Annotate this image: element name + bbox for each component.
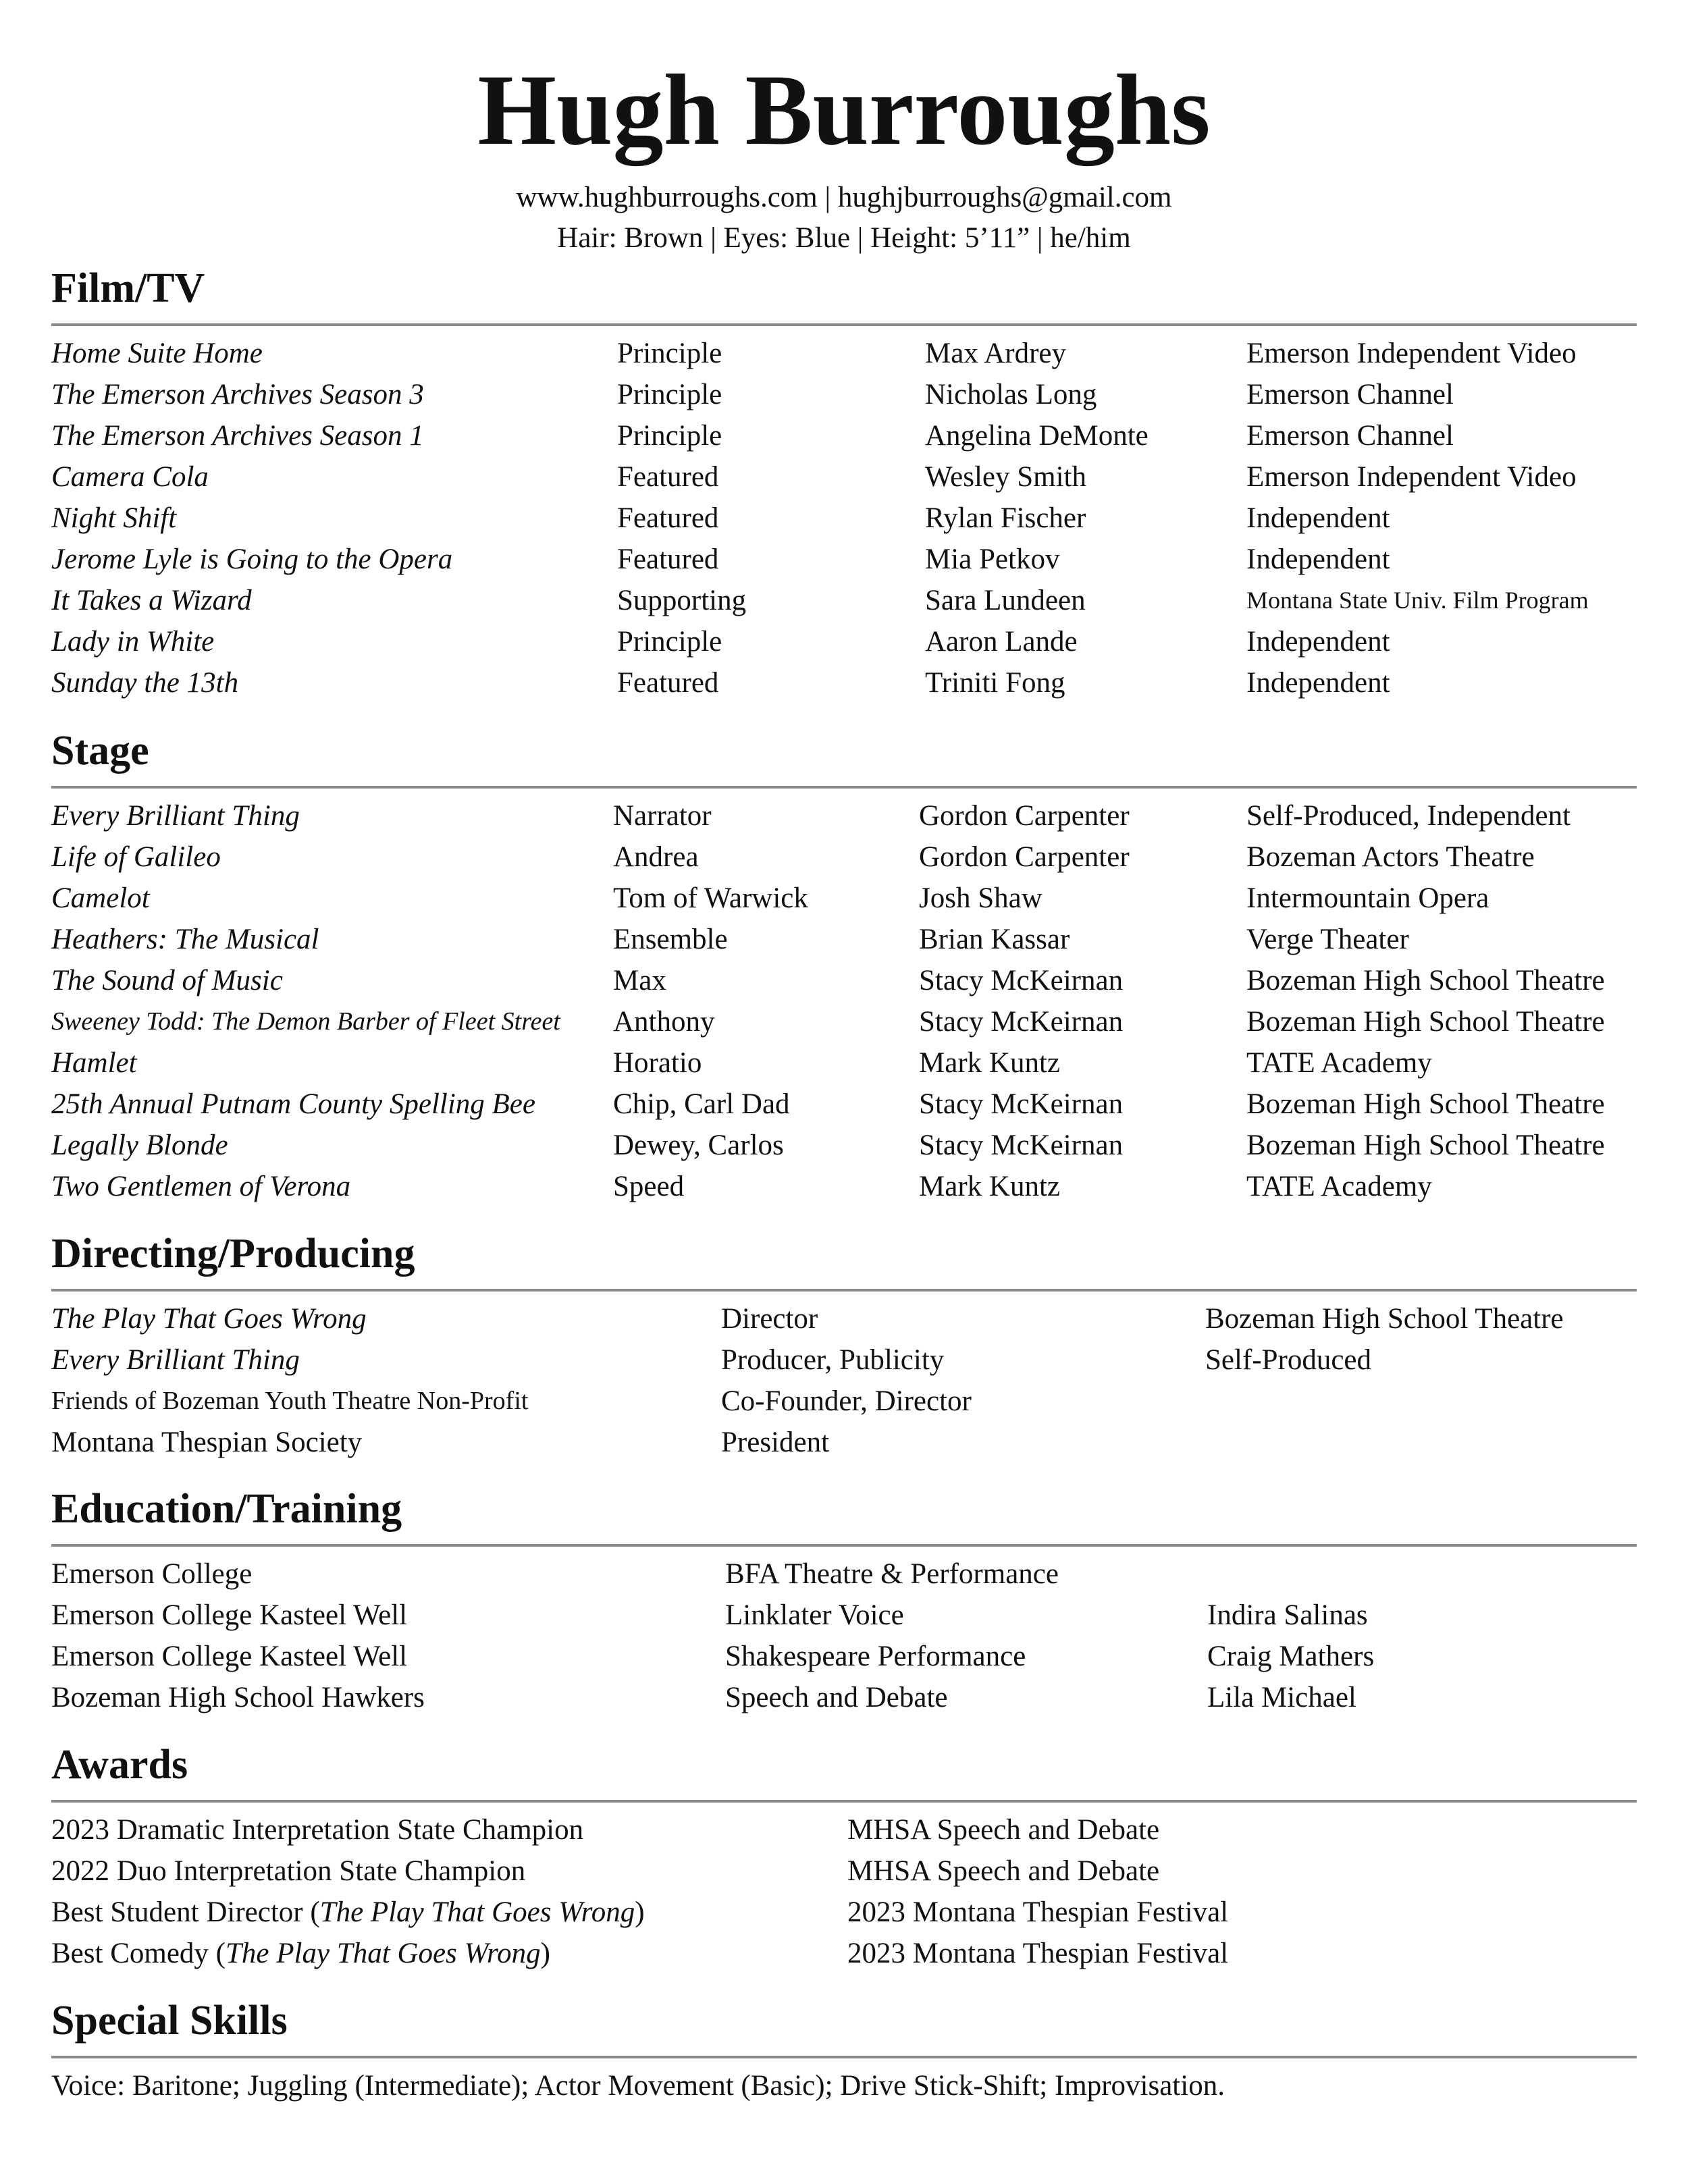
- credit-company: Bozeman Actors Theatre: [1246, 841, 1535, 873]
- credit-title: 25th Annual Putnam County Spelling Bee: [51, 1088, 535, 1120]
- awards-table: [51, 1809, 1637, 1974]
- credit-company: TATE Academy: [1246, 1171, 1432, 1202]
- award-org: 2023 Montana Thespian Festival: [847, 1896, 1229, 1928]
- table-row: [51, 1125, 1637, 1166]
- section-divider: [51, 1800, 1637, 1803]
- table-row: [51, 415, 1637, 456]
- credit-title: Lady in White: [51, 626, 215, 658]
- training: Linklater Voice: [725, 1599, 904, 1631]
- credit-director: Josh Shaw: [919, 882, 1043, 914]
- project-role: President: [721, 1427, 830, 1458]
- credit-company: Emerson Channel: [1246, 379, 1454, 410]
- teacher: Lila Michael: [1207, 1682, 1356, 1713]
- skills-section: [51, 1994, 1637, 2106]
- award-name: 2023 Dramatic Interpretation State Champion: [51, 1814, 584, 1846]
- table-row: [51, 1166, 1637, 1207]
- contact-line: www.hughburroughs.com | hughjburroughs@gmail.com: [516, 182, 1172, 213]
- section-divider: [51, 323, 1637, 326]
- skills-text: Voice: Baritone; Juggling (Intermediate); Actor Movement (Basic); Drive Stick-Shift; Improvisation.: [51, 2070, 1225, 2102]
- table-row: [51, 1677, 1637, 1718]
- education-table: [51, 1553, 1637, 1718]
- credit-director: Stacy McKeirnan: [919, 1129, 1124, 1161]
- credit-director: Mia Petkov: [925, 543, 1060, 575]
- credit-title: Two Gentlemen of Verona: [51, 1171, 351, 1202]
- stage-table: [51, 795, 1637, 1207]
- education-section: [51, 1482, 1637, 1718]
- project-role: Co-Founder, Director: [721, 1385, 972, 1417]
- credit-title: It Takes a Wizard: [51, 585, 252, 616]
- film-tv-table: [51, 333, 1637, 703]
- credit-role: Supporting: [617, 585, 747, 616]
- credit-role: Featured: [617, 502, 719, 534]
- section-title-directing: Directing/Producing: [51, 1231, 415, 1277]
- table-row: [51, 662, 1637, 703]
- table-row: [51, 919, 1637, 960]
- credit-director: Aaron Lande: [925, 626, 1078, 658]
- stage-section: [51, 724, 1637, 1207]
- credit-role: Principle: [617, 626, 722, 658]
- project-title: Montana Thespian Society: [51, 1427, 363, 1458]
- credit-role: Tom of Warwick: [613, 882, 808, 914]
- table-row: [51, 580, 1637, 621]
- credit-role: Featured: [617, 461, 719, 493]
- table-row: [51, 1339, 1637, 1381]
- credit-company: Emerson Independent Video: [1246, 338, 1577, 369]
- credit-director: Gordon Carpenter: [919, 800, 1130, 832]
- training: BFA Theatre & Performance: [725, 1558, 1059, 1590]
- project-role: Director: [721, 1303, 818, 1335]
- section-title-awards: Awards: [51, 1742, 188, 1788]
- table-row: [51, 1892, 1637, 1933]
- credit-title: Heathers: The Musical: [51, 924, 319, 955]
- credit-title: Sunday the 13th: [51, 667, 239, 699]
- training: Speech and Debate: [725, 1682, 948, 1713]
- directing-section: [51, 1227, 1637, 1463]
- credit-title: Hamlet: [51, 1047, 137, 1079]
- credit-company: TATE Academy: [1246, 1047, 1432, 1079]
- table-row: [51, 1636, 1637, 1677]
- table-row: [51, 621, 1637, 662]
- project-company: Bozeman High School Theatre: [1205, 1303, 1564, 1335]
- credit-company: Independent: [1246, 543, 1390, 575]
- credit-role: Featured: [617, 543, 719, 575]
- film-tv-section: [51, 261, 1637, 703]
- credit-role: Dewey, Carlos: [613, 1129, 784, 1161]
- credit-director: Angelina DeMonte: [925, 420, 1149, 452]
- table-row: [51, 878, 1637, 919]
- credit-title: Legally Blonde: [51, 1129, 228, 1161]
- school: Emerson College Kasteel Well: [51, 1599, 408, 1631]
- project-title: Friends of Bozeman Youth Theatre Non-Profit: [51, 1387, 529, 1415]
- credit-director: Stacy McKeirnan: [919, 965, 1124, 996]
- credit-title: Home Suite Home: [51, 338, 263, 369]
- credit-title: Camelot: [51, 882, 150, 914]
- credit-title: Night Shift: [51, 502, 177, 534]
- table-row: [51, 498, 1637, 539]
- section-divider: [51, 1544, 1637, 1547]
- section-title-film-tv: Film/TV: [51, 265, 205, 311]
- awards-section: [51, 1738, 1637, 1974]
- credit-title: Jerome Lyle is Going to the Opera: [51, 543, 453, 575]
- table-row: [51, 1422, 1637, 1463]
- project-title: Every Brilliant Thing: [51, 1344, 300, 1376]
- table-row: [51, 1298, 1637, 1339]
- stats-line: Hair: Brown | Eyes: Blue | Height: 5’11” | he/him: [557, 222, 1131, 254]
- credit-title: Life of Galileo: [51, 841, 221, 873]
- teacher: Craig Mathers: [1207, 1641, 1375, 1672]
- credit-role: Ensemble: [613, 924, 728, 955]
- credit-company: Emerson Independent Video: [1246, 461, 1577, 493]
- credit-role: Principle: [617, 379, 722, 410]
- credit-director: Stacy McKeirnan: [919, 1088, 1124, 1120]
- credit-director: Wesley Smith: [925, 461, 1086, 493]
- school: Emerson College: [51, 1558, 253, 1590]
- credit-role: Principle: [617, 420, 722, 452]
- award-org: MHSA Speech and Debate: [847, 1814, 1160, 1846]
- credit-title: Every Brilliant Thing: [51, 800, 300, 832]
- credit-title: The Sound of Music: [51, 965, 283, 996]
- award-org: MHSA Speech and Debate: [847, 1855, 1160, 1887]
- credit-role: Featured: [617, 667, 719, 699]
- credit-director: Triniti Fong: [925, 667, 1065, 699]
- credit-company: Independent: [1246, 626, 1390, 658]
- section-title-stage: Stage: [51, 728, 149, 774]
- credit-company: Verge Theater: [1246, 924, 1409, 955]
- project-title: The Play That Goes Wrong: [51, 1303, 367, 1335]
- table-row: [51, 1595, 1637, 1636]
- section-divider: [51, 2056, 1637, 2058]
- credit-company: Independent: [1246, 502, 1390, 534]
- credit-director: Max Ardrey: [925, 338, 1066, 369]
- table-row: [51, 1933, 1637, 1974]
- project-company: Self-Produced: [1205, 1344, 1371, 1376]
- project-role: Producer, Publicity: [721, 1344, 945, 1376]
- training: Shakespeare Performance: [725, 1641, 1026, 1672]
- table-row: [51, 1381, 1637, 1422]
- table-row: [51, 836, 1637, 878]
- credit-company: Independent: [1246, 667, 1390, 699]
- credit-title: The Emerson Archives Season 1: [51, 420, 424, 452]
- credit-company: Emerson Channel: [1246, 420, 1454, 452]
- credit-role: Anthony: [613, 1006, 715, 1038]
- table-row: [51, 960, 1637, 1001]
- credit-title: The Emerson Archives Season 3: [51, 379, 424, 410]
- credit-role: Andrea: [613, 841, 699, 873]
- credit-director: Gordon Carpenter: [919, 841, 1130, 873]
- table-row: [51, 1042, 1637, 1084]
- credit-role: Speed: [613, 1171, 685, 1202]
- award-name: Best Comedy (The Play That Goes Wrong): [51, 1938, 550, 1969]
- credit-director: Stacy McKeirnan: [919, 1006, 1124, 1038]
- table-row: [51, 456, 1637, 498]
- credit-director: Rylan Fischer: [925, 502, 1086, 534]
- section-divider: [51, 786, 1637, 789]
- credit-director: Mark Kuntz: [919, 1171, 1060, 1202]
- actor-name: Hugh Burroughs: [477, 54, 1211, 166]
- credit-role: Horatio: [613, 1047, 702, 1079]
- credit-company: Montana State Univ. Film Program: [1246, 587, 1589, 614]
- section-divider: [51, 1289, 1637, 1291]
- award-name: 2022 Duo Interpretation State Champion: [51, 1855, 526, 1887]
- award-org: 2023 Montana Thespian Festival: [847, 1938, 1229, 1969]
- credit-company: Bozeman High School Theatre: [1246, 965, 1605, 996]
- table-row: [51, 795, 1637, 836]
- table-row: [51, 1553, 1637, 1595]
- table-row: [51, 374, 1637, 415]
- award-name: Best Student Director (The Play That Goes Wrong): [51, 1896, 645, 1928]
- table-row: [51, 1809, 1637, 1850]
- credit-company: Bozeman High School Theatre: [1246, 1006, 1605, 1038]
- credit-role: Principle: [617, 338, 722, 369]
- credit-director: Nicholas Long: [925, 379, 1097, 410]
- credit-company: Bozeman High School Theatre: [1246, 1129, 1605, 1161]
- credit-company: Intermountain Opera: [1246, 882, 1489, 914]
- credit-role: Chip, Carl Dad: [613, 1088, 790, 1120]
- credit-director: Brian Kassar: [919, 924, 1070, 955]
- teacher: Indira Salinas: [1207, 1599, 1368, 1631]
- school: Bozeman High School Hawkers: [51, 1682, 425, 1713]
- table-row: [51, 1001, 1637, 1042]
- credit-company: Self-Produced, Independent: [1246, 800, 1571, 832]
- table-row: [51, 539, 1637, 580]
- credit-role: Max: [613, 965, 666, 996]
- credit-title: Sweeney Todd: The Demon Barber of Fleet Street: [51, 1007, 560, 1036]
- credit-company: Bozeman High School Theatre: [1246, 1088, 1605, 1120]
- credit-director: Sara Lundeen: [925, 585, 1086, 616]
- table-row: [51, 1850, 1637, 1892]
- table-row: [51, 1084, 1637, 1125]
- section-title-education: Education/Training: [51, 1486, 402, 1532]
- credit-title: Camera Cola: [51, 461, 209, 493]
- credit-role: Narrator: [613, 800, 712, 832]
- directing-table: [51, 1298, 1637, 1463]
- credit-director: Mark Kuntz: [919, 1047, 1060, 1079]
- section-title-skills: Special Skills: [51, 1998, 288, 2044]
- table-row: [51, 333, 1637, 374]
- school: Emerson College Kasteel Well: [51, 1641, 408, 1672]
